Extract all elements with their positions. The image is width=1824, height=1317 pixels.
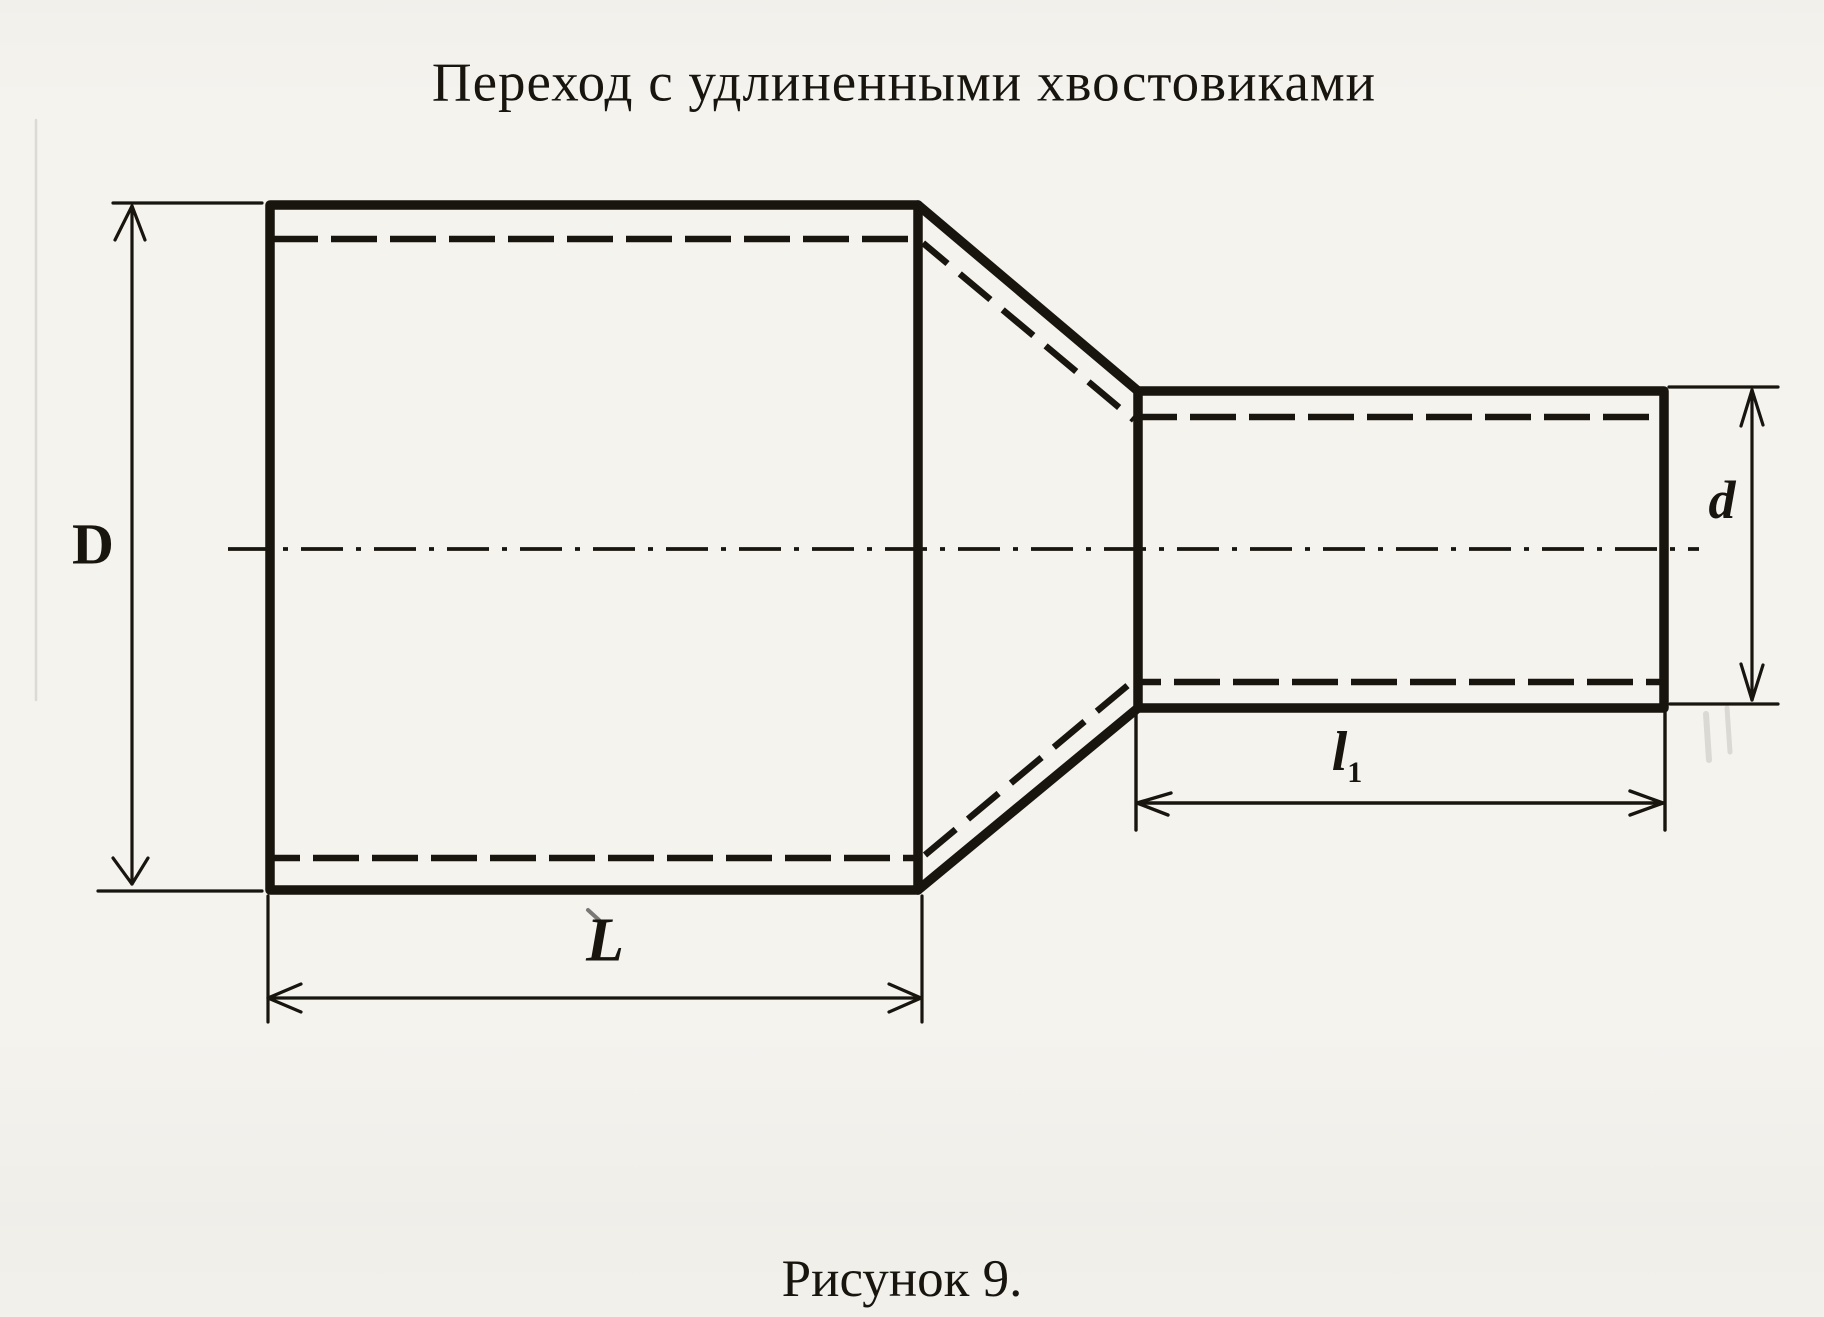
dimension-l1 xyxy=(1136,712,1665,830)
dimension-label-l1-base: l xyxy=(1331,721,1348,783)
dimension-label-d: d xyxy=(1708,470,1736,530)
cone-outline-top xyxy=(918,205,1138,391)
dimension-label-L: L xyxy=(586,906,624,975)
cone-outline-bottom xyxy=(918,708,1138,890)
scan-smudge-right-2 xyxy=(1727,708,1730,752)
scan-smudge-right-1 xyxy=(1706,714,1709,760)
dimension-d xyxy=(1669,387,1778,704)
dimension-label-l1-subscript: 1 xyxy=(1347,756,1363,790)
dimension-D xyxy=(98,203,262,891)
dimension-label-l1 xyxy=(1331,720,1363,790)
drawing-title: Переход с удлиненными хвостовиками xyxy=(431,51,1377,113)
bore-line-cone-bottom xyxy=(925,681,1133,855)
bore-line-cone-top xyxy=(923,243,1134,420)
scan-artifacts xyxy=(36,120,1730,760)
figure-caption: Рисунок 9. xyxy=(781,1250,1023,1308)
D-arrow-up xyxy=(115,206,145,240)
dimension-label-D: D xyxy=(72,511,114,577)
